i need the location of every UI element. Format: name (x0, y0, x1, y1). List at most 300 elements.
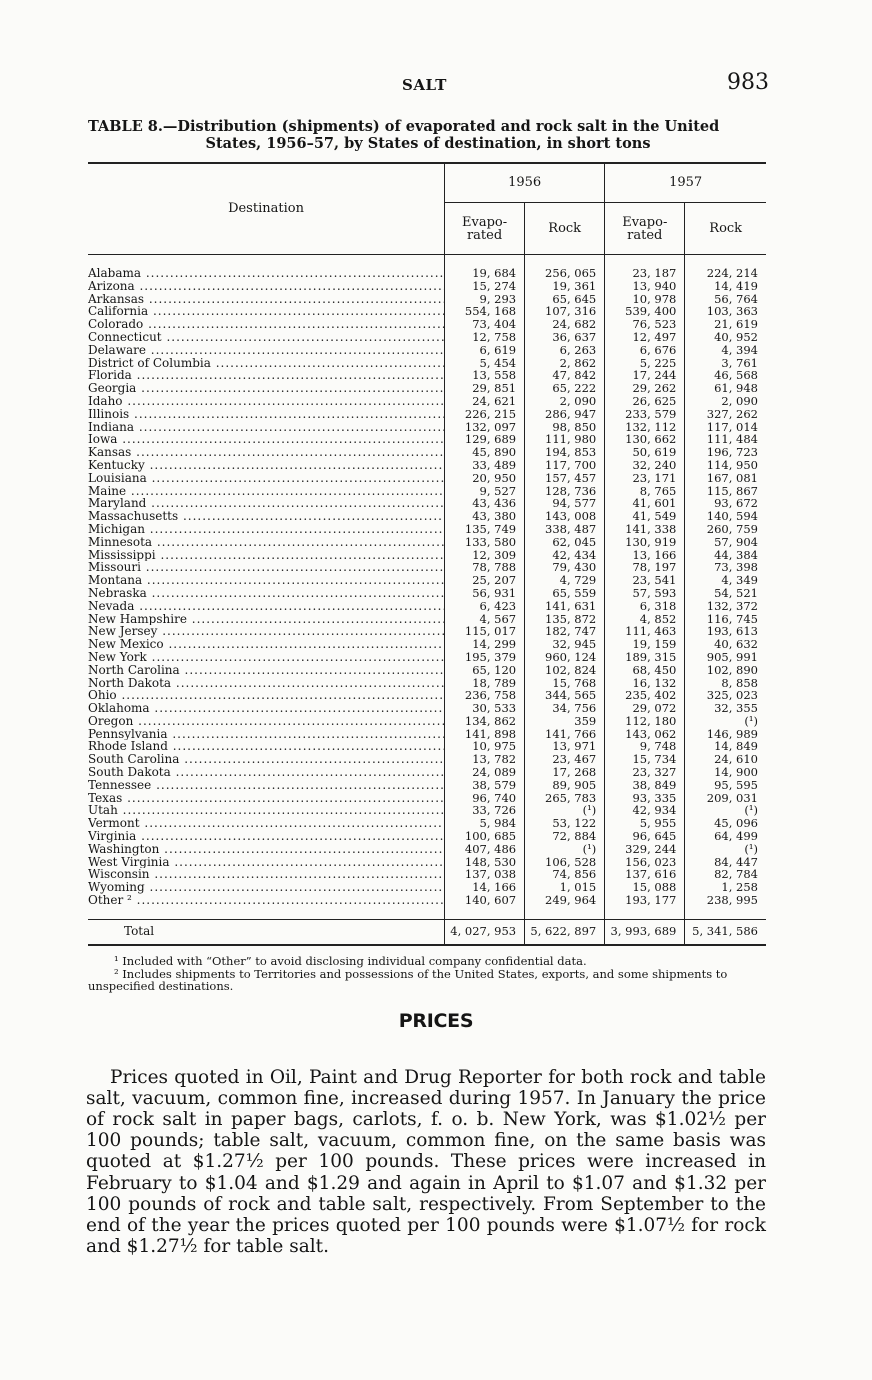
row-rock-1957: 132, 372 (685, 600, 766, 613)
row-evaporated-1956: 140, 607 (445, 894, 525, 907)
row-evaporated-1956: 20, 950 (445, 472, 525, 485)
row-rock-1957: 2, 090 (685, 395, 766, 408)
row-rock-1957: 57, 904 (685, 536, 766, 549)
footnotes (88, 955, 768, 993)
row-rock-1956: 117, 700 (525, 459, 605, 472)
row-evaporated-1956: 24, 621 (445, 395, 525, 408)
row-rock-1957: 102, 890 (685, 664, 766, 677)
row-destination: Wisconsin ..... (88, 868, 445, 881)
row-destination: Louisiana ..... (88, 472, 445, 485)
row-rock-1957: 140, 594 (685, 510, 766, 523)
row-rock-1956: 256, 065 (525, 267, 605, 280)
row-destination: West Virginia ..... (88, 856, 445, 869)
row-rock-1957: 260, 759 (685, 523, 766, 536)
row-destination: Montana ..... (88, 574, 445, 587)
row-rock-1956: 34, 756 (525, 702, 605, 715)
row-evaporated-1956: 38, 579 (445, 779, 525, 792)
table-row (88, 382, 766, 395)
table-row (88, 766, 766, 779)
row-rock-1956: 23, 467 (525, 753, 605, 766)
row-evaporated-1956: 133, 580 (445, 536, 525, 549)
row-rock-1957: 45, 096 (685, 817, 766, 830)
row-evaporated-1957: 16, 132 (605, 677, 685, 690)
table-row (88, 587, 766, 600)
row-evaporated-1957: 15, 088 (605, 881, 685, 894)
row-rock-1956: 6, 263 (525, 344, 605, 357)
row-evaporated-1957: 193, 177 (605, 894, 685, 907)
row-evaporated-1956: 33, 489 (445, 459, 525, 472)
table-row (88, 664, 766, 677)
row-destination: Mississippi ..... (88, 549, 445, 562)
row-evaporated-1957: 41, 549 (605, 510, 685, 523)
row-destination: Oklahoma ..... (88, 702, 445, 715)
row-destination: North Dakota ..... (88, 677, 445, 690)
row-rock-1957: 54, 521 (685, 587, 766, 600)
row-destination: District of Columbia ..... (88, 357, 445, 370)
row-evaporated-1956: 24, 089 (445, 766, 525, 779)
row-rock-1956: 32, 945 (525, 638, 605, 651)
row-destination: Virginia ..... (88, 830, 445, 843)
row-evaporated-1957: 50, 619 (605, 446, 685, 459)
row-destination: Illinois ..... (88, 408, 445, 421)
row-evaporated-1957: 156, 023 (605, 856, 685, 869)
table-row (88, 344, 766, 357)
row-rock-1956: 157, 457 (525, 472, 605, 485)
table-caption-line-1: TABLE 8.—Distribution (shipments) of evaporated and rock salt in the United (88, 118, 720, 135)
row-rock-1956: 111, 980 (525, 433, 605, 446)
prices-paragraph: Prices quoted in Oil, Paint and Drug Reporter for both rock and table salt, vacuum, common fine, increased during 1957. In January the price of rock salt in paper bags, carlots, f. o. b. New York, was $1.02½ per 100 pounds; table salt, vacuum, common fine, on the same basis was quoted at $1.27½ per 100 pounds. These prices were increased in February to $1.04 and $1.29 and again in April to $1.07 and $1.32 per 100 pounds of rock and table salt, respectively. From September to the end of the year the prices quoted per 100 pounds were $1.07½ for rock and $1.27½ for table salt. (86, 1066, 766, 1258)
row-evaporated-1956: 6, 423 (445, 600, 525, 613)
row-evaporated-1956: 19, 684 (445, 267, 525, 280)
row-rock-1956: 2, 862 (525, 357, 605, 370)
row-evaporated-1956: 100, 685 (445, 830, 525, 843)
table-row (88, 280, 766, 293)
row-evaporated-1957: 132, 112 (605, 421, 685, 434)
row-rock-1957: 146, 989 (685, 728, 766, 741)
row-destination: Colorado ..... (88, 318, 445, 331)
row-destination: Other ² ..... (88, 894, 445, 907)
row-destination: Tennessee ..... (88, 779, 445, 792)
row-destination: Vermont ..... (88, 817, 445, 830)
table-row (88, 651, 766, 664)
footnote-1: ¹ Included with “Other” to avoid disclosing individual company confidential data. (114, 954, 587, 968)
table-row (88, 485, 766, 498)
prices-heading: PRICES (398, 1010, 474, 1032)
row-evaporated-1956: 6, 619 (445, 344, 525, 357)
row-destination: Kansas ..... (88, 446, 445, 459)
row-rock-1956: 960, 124 (525, 651, 605, 664)
row-rock-1957: 40, 632 (685, 638, 766, 651)
row-rock-1957: 95, 595 (685, 779, 766, 792)
row-evaporated-1957: 111, 463 (605, 625, 685, 638)
row-rock-1957: 196, 723 (685, 446, 766, 459)
table-row (88, 305, 766, 318)
row-evaporated-1957: 233, 579 (605, 408, 685, 421)
row-rock-1957: 325, 023 (685, 689, 766, 702)
row-destination: Georgia ..... (88, 382, 445, 395)
row-destination: Connecticut ..... (88, 331, 445, 344)
row-destination: Maine ..... (88, 485, 445, 498)
row-rock-1956: 359 (525, 715, 605, 728)
table-row (88, 459, 766, 472)
row-rock-1956: 65, 222 (525, 382, 605, 395)
row-destination: Utah ..... (88, 804, 445, 817)
table-row (88, 472, 766, 485)
row-destination: Arizona ..... (88, 280, 445, 293)
row-destination: Oregon ..... (88, 715, 445, 728)
row-rock-1956: 141, 631 (525, 600, 605, 613)
row-evaporated-1956: 9, 293 (445, 293, 525, 306)
table-row (88, 856, 766, 869)
row-evaporated-1956: 129, 689 (445, 433, 525, 446)
row-rock-1956: 36, 637 (525, 331, 605, 344)
row-rock-1957: (¹) (685, 715, 766, 728)
row-evaporated-1956: 195, 379 (445, 651, 525, 664)
row-destination: Nebraska ..... (88, 587, 445, 600)
row-rock-1957: 167, 081 (685, 472, 766, 485)
row-evaporated-1957: 93, 335 (605, 792, 685, 805)
row-evaporated-1956: 18, 789 (445, 677, 525, 690)
row-destination: New Mexico ..... (88, 638, 445, 651)
row-rock-1957: 327, 262 (685, 408, 766, 421)
total-rock-1957: 5, 341, 586 (685, 919, 766, 945)
header-evaporated-1956: Evapo- rated (445, 203, 525, 255)
row-rock-1957: 238, 995 (685, 894, 766, 907)
row-rock-1957: 14, 419 (685, 280, 766, 293)
row-destination: Massachusetts ..... (88, 510, 445, 523)
row-rock-1957: 73, 398 (685, 561, 766, 574)
table-row (88, 740, 766, 753)
row-rock-1956: 15, 768 (525, 677, 605, 690)
row-rock-1956: 19, 361 (525, 280, 605, 293)
table-row (88, 331, 766, 344)
row-evaporated-1957: 141, 338 (605, 523, 685, 536)
row-evaporated-1956: 13, 558 (445, 369, 525, 382)
header-rock-1957: Rock (685, 203, 766, 255)
table-row (88, 881, 766, 894)
row-rock-1957: (¹) (685, 843, 766, 856)
row-evaporated-1957: 23, 327 (605, 766, 685, 779)
table-row (88, 293, 766, 306)
row-evaporated-1957: 112, 180 (605, 715, 685, 728)
row-rock-1956: 106, 528 (525, 856, 605, 869)
table-row (88, 267, 766, 280)
row-destination: Missouri ..... (88, 561, 445, 574)
row-evaporated-1956: 43, 436 (445, 497, 525, 510)
row-rock-1956: 17, 268 (525, 766, 605, 779)
table-row (88, 523, 766, 536)
row-rock-1956: 194, 853 (525, 446, 605, 459)
table-row (88, 421, 766, 434)
row-evaporated-1956: 12, 309 (445, 549, 525, 562)
running-title: SALT (402, 76, 447, 94)
row-rock-1957: 115, 867 (685, 485, 766, 498)
row-evaporated-1957: 38, 849 (605, 779, 685, 792)
table-row (88, 510, 766, 523)
table-row (88, 804, 766, 817)
row-rock-1956: 344, 565 (525, 689, 605, 702)
table-row (88, 715, 766, 728)
header-evaporated-1957: Evapo- rated (605, 203, 685, 255)
row-evaporated-1956: 9, 527 (445, 485, 525, 498)
row-evaporated-1957: 76, 523 (605, 318, 685, 331)
row-evaporated-1957: 539, 400 (605, 305, 685, 318)
row-rock-1957: 64, 499 (685, 830, 766, 843)
row-evaporated-1957: 130, 919 (605, 536, 685, 549)
table-row (88, 894, 766, 907)
row-destination: North Carolina ..... (88, 664, 445, 677)
row-rock-1957: 84, 447 (685, 856, 766, 869)
row-evaporated-1957: 29, 072 (605, 702, 685, 715)
row-evaporated-1957: 32, 240 (605, 459, 685, 472)
row-evaporated-1957: 78, 197 (605, 561, 685, 574)
row-rock-1957: 56, 764 (685, 293, 766, 306)
row-evaporated-1956: 226, 215 (445, 408, 525, 421)
row-rock-1956: 89, 905 (525, 779, 605, 792)
row-destination: New York ..... (88, 651, 445, 664)
row-rock-1957: 24, 610 (685, 753, 766, 766)
row-evaporated-1956: 236, 758 (445, 689, 525, 702)
row-rock-1957: 21, 619 (685, 318, 766, 331)
row-evaporated-1957: 143, 062 (605, 728, 685, 741)
row-destination: South Carolina ..... (88, 753, 445, 766)
row-rock-1957: 905, 991 (685, 651, 766, 664)
header-destination: Destination (88, 163, 445, 255)
row-evaporated-1956: 4, 567 (445, 613, 525, 626)
row-evaporated-1957: 96, 645 (605, 830, 685, 843)
row-destination: Arkansas ..... (88, 293, 445, 306)
row-evaporated-1957: 15, 734 (605, 753, 685, 766)
row-destination: Pennsylvania ..... (88, 728, 445, 741)
row-rock-1957: 224, 214 (685, 267, 766, 280)
row-rock-1956: 182, 747 (525, 625, 605, 638)
table-row (88, 600, 766, 613)
table-body (88, 255, 766, 920)
row-destination: Rhode Island ..... (88, 740, 445, 753)
row-rock-1956: 1, 015 (525, 881, 605, 894)
row-evaporated-1957: 19, 159 (605, 638, 685, 651)
table-row (88, 561, 766, 574)
header-year-1957: 1957 (605, 163, 766, 203)
row-evaporated-1956: 33, 726 (445, 804, 525, 817)
row-evaporated-1956: 554, 168 (445, 305, 525, 318)
row-destination: Ohio ..... (88, 689, 445, 702)
table-row (88, 318, 766, 331)
table-row (88, 677, 766, 690)
row-rock-1957: 209, 031 (685, 792, 766, 805)
row-rock-1957: 32, 355 (685, 702, 766, 715)
row-destination: Indiana ..... (88, 421, 445, 434)
row-rock-1956: 74, 856 (525, 868, 605, 881)
row-evaporated-1956: 141, 898 (445, 728, 525, 741)
row-evaporated-1957: 5, 955 (605, 817, 685, 830)
total-label: Total (88, 919, 445, 945)
row-evaporated-1956: 134, 862 (445, 715, 525, 728)
row-rock-1957: 8, 858 (685, 677, 766, 690)
row-rock-1957: 14, 849 (685, 740, 766, 753)
row-destination: Kentucky ..... (88, 459, 445, 472)
row-evaporated-1956: 115, 017 (445, 625, 525, 638)
row-evaporated-1957: 6, 318 (605, 600, 685, 613)
row-rock-1957: 93, 672 (685, 497, 766, 510)
row-evaporated-1957: 10, 978 (605, 293, 685, 306)
table-row (88, 369, 766, 382)
header-rock-1956: Rock (525, 203, 605, 255)
row-destination: Texas ..... (88, 792, 445, 805)
row-rock-1956: 143, 008 (525, 510, 605, 523)
total-evaporated-1957: 3, 993, 689 (605, 919, 685, 945)
row-rock-1957: 103, 363 (685, 305, 766, 318)
row-evaporated-1956: 148, 530 (445, 856, 525, 869)
row-evaporated-1956: 45, 890 (445, 446, 525, 459)
row-rock-1957: 44, 384 (685, 549, 766, 562)
row-destination: Idaho ..... (88, 395, 445, 408)
row-destination: Washington ..... (88, 843, 445, 856)
row-destination: Maryland ..... (88, 497, 445, 510)
row-evaporated-1956: 15, 274 (445, 280, 525, 293)
row-rock-1957: 4, 349 (685, 574, 766, 587)
row-evaporated-1957: 17, 244 (605, 369, 685, 382)
table-row (88, 817, 766, 830)
table-row (88, 868, 766, 881)
row-evaporated-1957: 23, 187 (605, 267, 685, 280)
row-evaporated-1956: 73, 404 (445, 318, 525, 331)
total-evaporated-1956: 4, 027, 953 (445, 919, 525, 945)
row-rock-1956: 13, 971 (525, 740, 605, 753)
row-evaporated-1957: 130, 662 (605, 433, 685, 446)
row-rock-1956: 286, 947 (525, 408, 605, 421)
row-evaporated-1956: 132, 097 (445, 421, 525, 434)
row-rock-1957: 40, 952 (685, 331, 766, 344)
row-rock-1957: 117, 014 (685, 421, 766, 434)
row-evaporated-1956: 5, 454 (445, 357, 525, 370)
row-destination: New Jersey ..... (88, 625, 445, 638)
row-evaporated-1956: 25, 207 (445, 574, 525, 587)
table-row (88, 753, 766, 766)
table-row (88, 613, 766, 626)
row-destination: Florida ..... (88, 369, 445, 382)
row-evaporated-1956: 96, 740 (445, 792, 525, 805)
row-evaporated-1957: 57, 593 (605, 587, 685, 600)
table-row (88, 625, 766, 638)
row-destination: Iowa ..... (88, 433, 445, 446)
row-evaporated-1956: 29, 851 (445, 382, 525, 395)
row-destination: Wyoming ..... (88, 881, 445, 894)
row-destination: California ..... (88, 305, 445, 318)
row-rock-1956: 53, 122 (525, 817, 605, 830)
table-row (88, 702, 766, 715)
table-caption (88, 118, 768, 152)
row-evaporated-1957: 13, 166 (605, 549, 685, 562)
row-rock-1956: 62, 045 (525, 536, 605, 549)
row-evaporated-1956: 78, 788 (445, 561, 525, 574)
row-rock-1956: (¹) (525, 843, 605, 856)
row-rock-1957: 4, 394 (685, 344, 766, 357)
row-evaporated-1956: 12, 758 (445, 331, 525, 344)
row-evaporated-1957: 68, 450 (605, 664, 685, 677)
total-rock-1956: 5, 622, 897 (525, 919, 605, 945)
row-rock-1956: 265, 783 (525, 792, 605, 805)
row-rock-1957: 14, 900 (685, 766, 766, 779)
table-row (88, 357, 766, 370)
row-evaporated-1956: 5, 984 (445, 817, 525, 830)
row-evaporated-1957: 6, 676 (605, 344, 685, 357)
row-rock-1956: (¹) (525, 804, 605, 817)
table-row (88, 843, 766, 856)
page-number: 983 (727, 70, 769, 95)
footnote-2-continued: unspecified destinations. (88, 979, 234, 993)
row-rock-1956: 4, 729 (525, 574, 605, 587)
table-row (88, 638, 766, 651)
row-destination: Alabama ..... (88, 267, 445, 280)
footnote-2: ² Includes shipments to Territories and possessions of the United States, exports, and some shipments to (114, 966, 728, 981)
row-rock-1956: 102, 824 (525, 664, 605, 677)
row-rock-1956: 338, 487 (525, 523, 605, 536)
row-rock-1956: 141, 766 (525, 728, 605, 741)
table-row (88, 395, 766, 408)
header-year-1956: 1956 (445, 163, 605, 203)
row-evaporated-1957: 42, 934 (605, 804, 685, 817)
row-evaporated-1956: 10, 975 (445, 740, 525, 753)
row-evaporated-1956: 14, 166 (445, 881, 525, 894)
row-rock-1956: 128, 736 (525, 485, 605, 498)
row-evaporated-1957: 13, 940 (605, 280, 685, 293)
row-evaporated-1957: 189, 315 (605, 651, 685, 664)
row-rock-1957: 114, 950 (685, 459, 766, 472)
table-row (88, 574, 766, 587)
row-destination: Delaware ..... (88, 344, 445, 357)
row-destination: South Dakota ..... (88, 766, 445, 779)
row-evaporated-1956: 56, 931 (445, 587, 525, 600)
row-evaporated-1957: 41, 601 (605, 497, 685, 510)
table-row (88, 728, 766, 741)
row-evaporated-1956: 13, 782 (445, 753, 525, 766)
table-row (88, 408, 766, 421)
row-rock-1957: 1, 258 (685, 881, 766, 894)
table-caption-line-2: States, 1956–57, by States of destination, in short tons (205, 135, 651, 152)
row-evaporated-1956: 30, 533 (445, 702, 525, 715)
row-rock-1956: 72, 884 (525, 830, 605, 843)
row-rock-1957: 61, 948 (685, 382, 766, 395)
table-row (88, 433, 766, 446)
row-rock-1956: 65, 559 (525, 587, 605, 600)
row-evaporated-1957: 8, 765 (605, 485, 685, 498)
row-evaporated-1957: 137, 616 (605, 868, 685, 881)
row-rock-1956: 249, 964 (525, 894, 605, 907)
row-rock-1956: 94, 577 (525, 497, 605, 510)
distribution-table (88, 162, 766, 946)
row-rock-1956: 107, 316 (525, 305, 605, 318)
table-row (88, 779, 766, 792)
row-evaporated-1956: 407, 486 (445, 843, 525, 856)
row-destination: Nevada ..... (88, 600, 445, 613)
row-evaporated-1957: 4, 852 (605, 613, 685, 626)
table-row (88, 549, 766, 562)
row-rock-1956: 79, 430 (525, 561, 605, 574)
running-head (0, 70, 872, 98)
row-evaporated-1956: 135, 749 (445, 523, 525, 536)
row-evaporated-1957: 5, 225 (605, 357, 685, 370)
row-rock-1956: 47, 842 (525, 369, 605, 382)
table-row (88, 830, 766, 843)
row-evaporated-1956: 65, 120 (445, 664, 525, 677)
row-rock-1956: 98, 850 (525, 421, 605, 434)
row-evaporated-1957: 23, 541 (605, 574, 685, 587)
total-row (88, 919, 766, 945)
table-row (88, 446, 766, 459)
row-rock-1957: 82, 784 (685, 868, 766, 881)
row-evaporated-1956: 14, 299 (445, 638, 525, 651)
